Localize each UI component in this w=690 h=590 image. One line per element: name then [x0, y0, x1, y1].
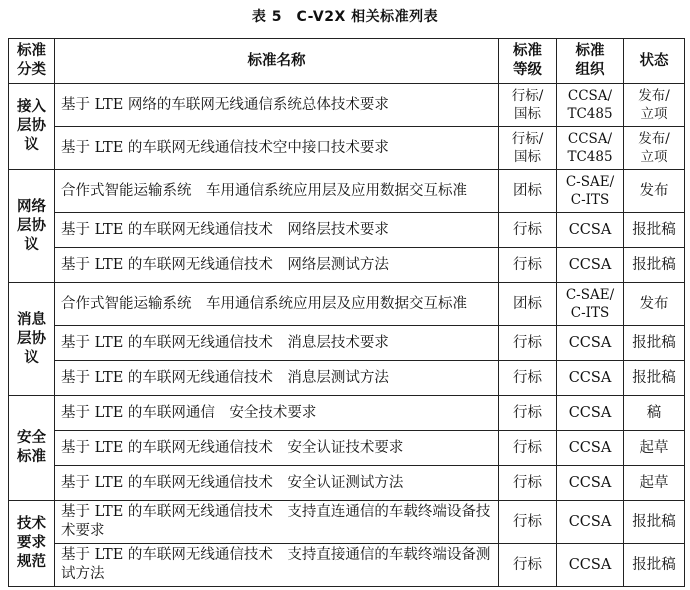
header-category: 标准 分类 — [9, 39, 55, 84]
standard-level: 行标 — [499, 544, 557, 587]
standard-status: 稿 — [624, 396, 685, 431]
standard-level: 行标 — [499, 431, 557, 466]
standard-org: CCSA — [557, 501, 624, 544]
standard-status: 起草 — [624, 431, 685, 466]
table-row — [9, 361, 685, 396]
header-name: 标准名称 — [55, 39, 499, 84]
standard-name: 基于 LTE 的车联网无线通信技术 网络层技术要求 — [55, 213, 499, 248]
standard-name: 基于 LTE 的车联网无线通信技术 消息层测试方法 — [55, 361, 499, 396]
standard-level: 行标 — [499, 501, 557, 544]
standard-name: 基于 LTE 的车联网无线通信技术 消息层技术要求 — [55, 326, 499, 361]
standard-status: 起草 — [624, 466, 685, 501]
standard-name: 基于 LTE 网络的车联网无线通信系统总体技术要求 — [55, 84, 499, 127]
standard-status: 报批稿 — [624, 248, 685, 283]
header-level: 标准 等级 — [499, 39, 557, 84]
category-access-layer: 接入 层协 议 — [9, 84, 55, 170]
table-row — [9, 127, 685, 170]
standard-level: 行标/ 国标 — [499, 127, 557, 170]
standard-org: CCSA/ TC485 — [557, 127, 624, 170]
standard-org: C-SAE/ C-ITS — [557, 170, 624, 213]
standard-level: 行标 — [499, 361, 557, 396]
standard-org: CCSA — [557, 544, 624, 587]
standard-org: CCSA — [557, 326, 624, 361]
standard-level: 行标 — [499, 213, 557, 248]
standard-status: 发布 — [624, 283, 685, 326]
standard-name: 基于 LTE 的车联网无线通信技术 安全认证测试方法 — [55, 466, 499, 501]
category-message-layer: 消息 层协 议 — [9, 283, 55, 396]
standard-level: 行标 — [499, 396, 557, 431]
header-status: 状态 — [624, 39, 685, 84]
table-row — [9, 283, 685, 326]
standard-org: C-SAE/ C-ITS — [557, 283, 624, 326]
standard-status: 报批稿 — [624, 326, 685, 361]
standard-status: 报批稿 — [624, 213, 685, 248]
standard-level: 团标 — [499, 283, 557, 326]
standard-org: CCSA — [557, 431, 624, 466]
category-technical-requirements: 技术 要求 规范 — [9, 501, 55, 587]
table-row — [9, 170, 685, 213]
standard-status: 报批稿 — [624, 361, 685, 396]
standard-name: 合作式智能运输系统 车用通信系统应用层及应用数据交互标准 — [55, 283, 499, 326]
standard-name: 基于 LTE 的车联网无线通信技术 支持直连通信的车载终端设备技术要求 — [55, 501, 499, 544]
standard-org: CCSA — [557, 213, 624, 248]
standard-name: 基于 LTE 的车联网通信 安全技术要求 — [55, 396, 499, 431]
standard-name: 基于 LTE 的车联网无线通信技术 安全认证技术要求 — [55, 431, 499, 466]
category-security: 安全 标准 — [9, 396, 55, 501]
standard-org: CCSA/ TC485 — [557, 84, 624, 127]
table-row — [9, 501, 685, 544]
table-row — [9, 431, 685, 466]
standards-table — [8, 38, 685, 587]
standard-org: CCSA — [557, 361, 624, 396]
table-header-row — [9, 39, 685, 84]
standard-status: 发布/ 立项 — [624, 127, 685, 170]
category-network-layer: 网络 层协 议 — [9, 170, 55, 283]
table-row — [9, 248, 685, 283]
standard-status: 发布/ 立项 — [624, 84, 685, 127]
standard-level: 行标 — [499, 466, 557, 501]
standard-level: 行标 — [499, 326, 557, 361]
standard-status: 发布 — [624, 170, 685, 213]
standard-name: 合作式智能运输系统 车用通信系统应用层及应用数据交互标准 — [55, 170, 499, 213]
standard-level: 行标/ 国标 — [499, 84, 557, 127]
standard-org: CCSA — [557, 248, 624, 283]
table-row — [9, 466, 685, 501]
standard-name: 基于 LTE 的车联网无线通信技术空中接口技术要求 — [55, 127, 499, 170]
table-row — [9, 213, 685, 248]
standard-status: 报批稿 — [624, 544, 685, 587]
table-row — [9, 84, 685, 127]
header-org: 标准 组织 — [557, 39, 624, 84]
standard-org: CCSA — [557, 466, 624, 501]
standard-name: 基于 LTE 的车联网无线通信技术 网络层测试方法 — [55, 248, 499, 283]
standard-level: 团标 — [499, 170, 557, 213]
table-caption: 表 5 C-V2X 相关标准列表 — [251, 9, 439, 25]
table-row — [9, 396, 685, 431]
table-row — [9, 544, 685, 587]
standard-status: 报批稿 — [624, 501, 685, 544]
table-row — [9, 326, 685, 361]
standard-org: CCSA — [557, 396, 624, 431]
standard-name: 基于 LTE 的车联网无线通信技术 支持直接通信的车载终端设备测试方法 — [55, 544, 499, 587]
standard-level: 行标 — [499, 248, 557, 283]
